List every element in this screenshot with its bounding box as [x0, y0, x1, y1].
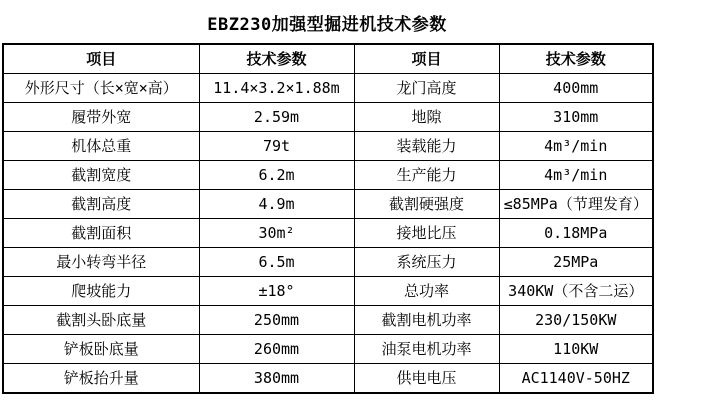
header-param-right: 技术参数 [499, 44, 653, 74]
value-cell: 4m³/min [499, 161, 653, 190]
item-cell: 外形尺寸（长×宽×高） [3, 74, 199, 103]
header-param-left: 技术参数 [199, 44, 354, 74]
value-cell: 230/150KW [499, 306, 653, 335]
item-cell: 地隙 [354, 103, 499, 132]
value-cell: 4m³/min [499, 132, 653, 161]
value-cell: 340KW（不含二运） [499, 277, 653, 306]
table-row [3, 161, 653, 190]
table-row [3, 103, 653, 132]
item-cell: 生产能力 [354, 161, 499, 190]
value-cell: 0.18MPa [499, 219, 653, 248]
item-cell: 铲板卧底量 [3, 335, 199, 364]
table-row [3, 277, 653, 306]
spec-table [2, 43, 654, 394]
table-row [3, 132, 653, 161]
item-cell: 系统压力 [354, 248, 499, 277]
item-cell: 履带外宽 [3, 103, 199, 132]
item-cell: 截割宽度 [3, 161, 199, 190]
item-cell: 机体总重 [3, 132, 199, 161]
page-title: EBZ230加强型掘进机技术参数 [207, 15, 447, 35]
value-cell: 25MPa [499, 248, 653, 277]
item-cell: 接地比压 [354, 219, 499, 248]
item-cell: 截割面积 [3, 219, 199, 248]
value-cell: 79t [199, 132, 354, 161]
item-cell: 供电电压 [354, 364, 499, 394]
item-cell: 截割高度 [3, 190, 199, 219]
value-cell: 11.4×3.2×1.88m [199, 74, 354, 103]
header-item-left: 项目 [3, 44, 199, 74]
item-cell: 总功率 [354, 277, 499, 306]
value-cell: 260mm [199, 335, 354, 364]
value-cell: ≤85MPa（节理发育） [499, 190, 653, 219]
item-cell: 截割头卧底量 [3, 306, 199, 335]
value-cell: 30m² [199, 219, 354, 248]
item-cell: 截割电机功率 [354, 306, 499, 335]
item-cell: 爬坡能力 [3, 277, 199, 306]
value-cell: AC1140V-50HZ [499, 364, 653, 394]
table-row [3, 364, 653, 394]
item-cell: 铲板抬升量 [3, 364, 199, 394]
item-cell: 龙门高度 [354, 74, 499, 103]
value-cell: 400mm [499, 74, 653, 103]
table-row [3, 306, 653, 335]
value-cell: 2.59m [199, 103, 354, 132]
item-cell: 截割硬强度 [354, 190, 499, 219]
item-cell: 油泵电机功率 [354, 335, 499, 364]
header-item-right: 项目 [354, 44, 499, 74]
item-cell: 装载能力 [354, 132, 499, 161]
value-cell: 250mm [199, 306, 354, 335]
value-cell: ±18° [199, 277, 354, 306]
value-cell: 6.2m [199, 161, 354, 190]
value-cell: 110KW [499, 335, 653, 364]
value-cell: 310mm [499, 103, 653, 132]
table-row [3, 248, 653, 277]
table-row [3, 335, 653, 364]
item-cell: 最小转弯半径 [3, 248, 199, 277]
value-cell: 4.9m [199, 190, 354, 219]
table-row [3, 74, 653, 103]
value-cell: 380mm [199, 364, 354, 394]
table-row [3, 219, 653, 248]
value-cell: 6.5m [199, 248, 354, 277]
table-row [3, 190, 653, 219]
header-row [3, 44, 653, 74]
